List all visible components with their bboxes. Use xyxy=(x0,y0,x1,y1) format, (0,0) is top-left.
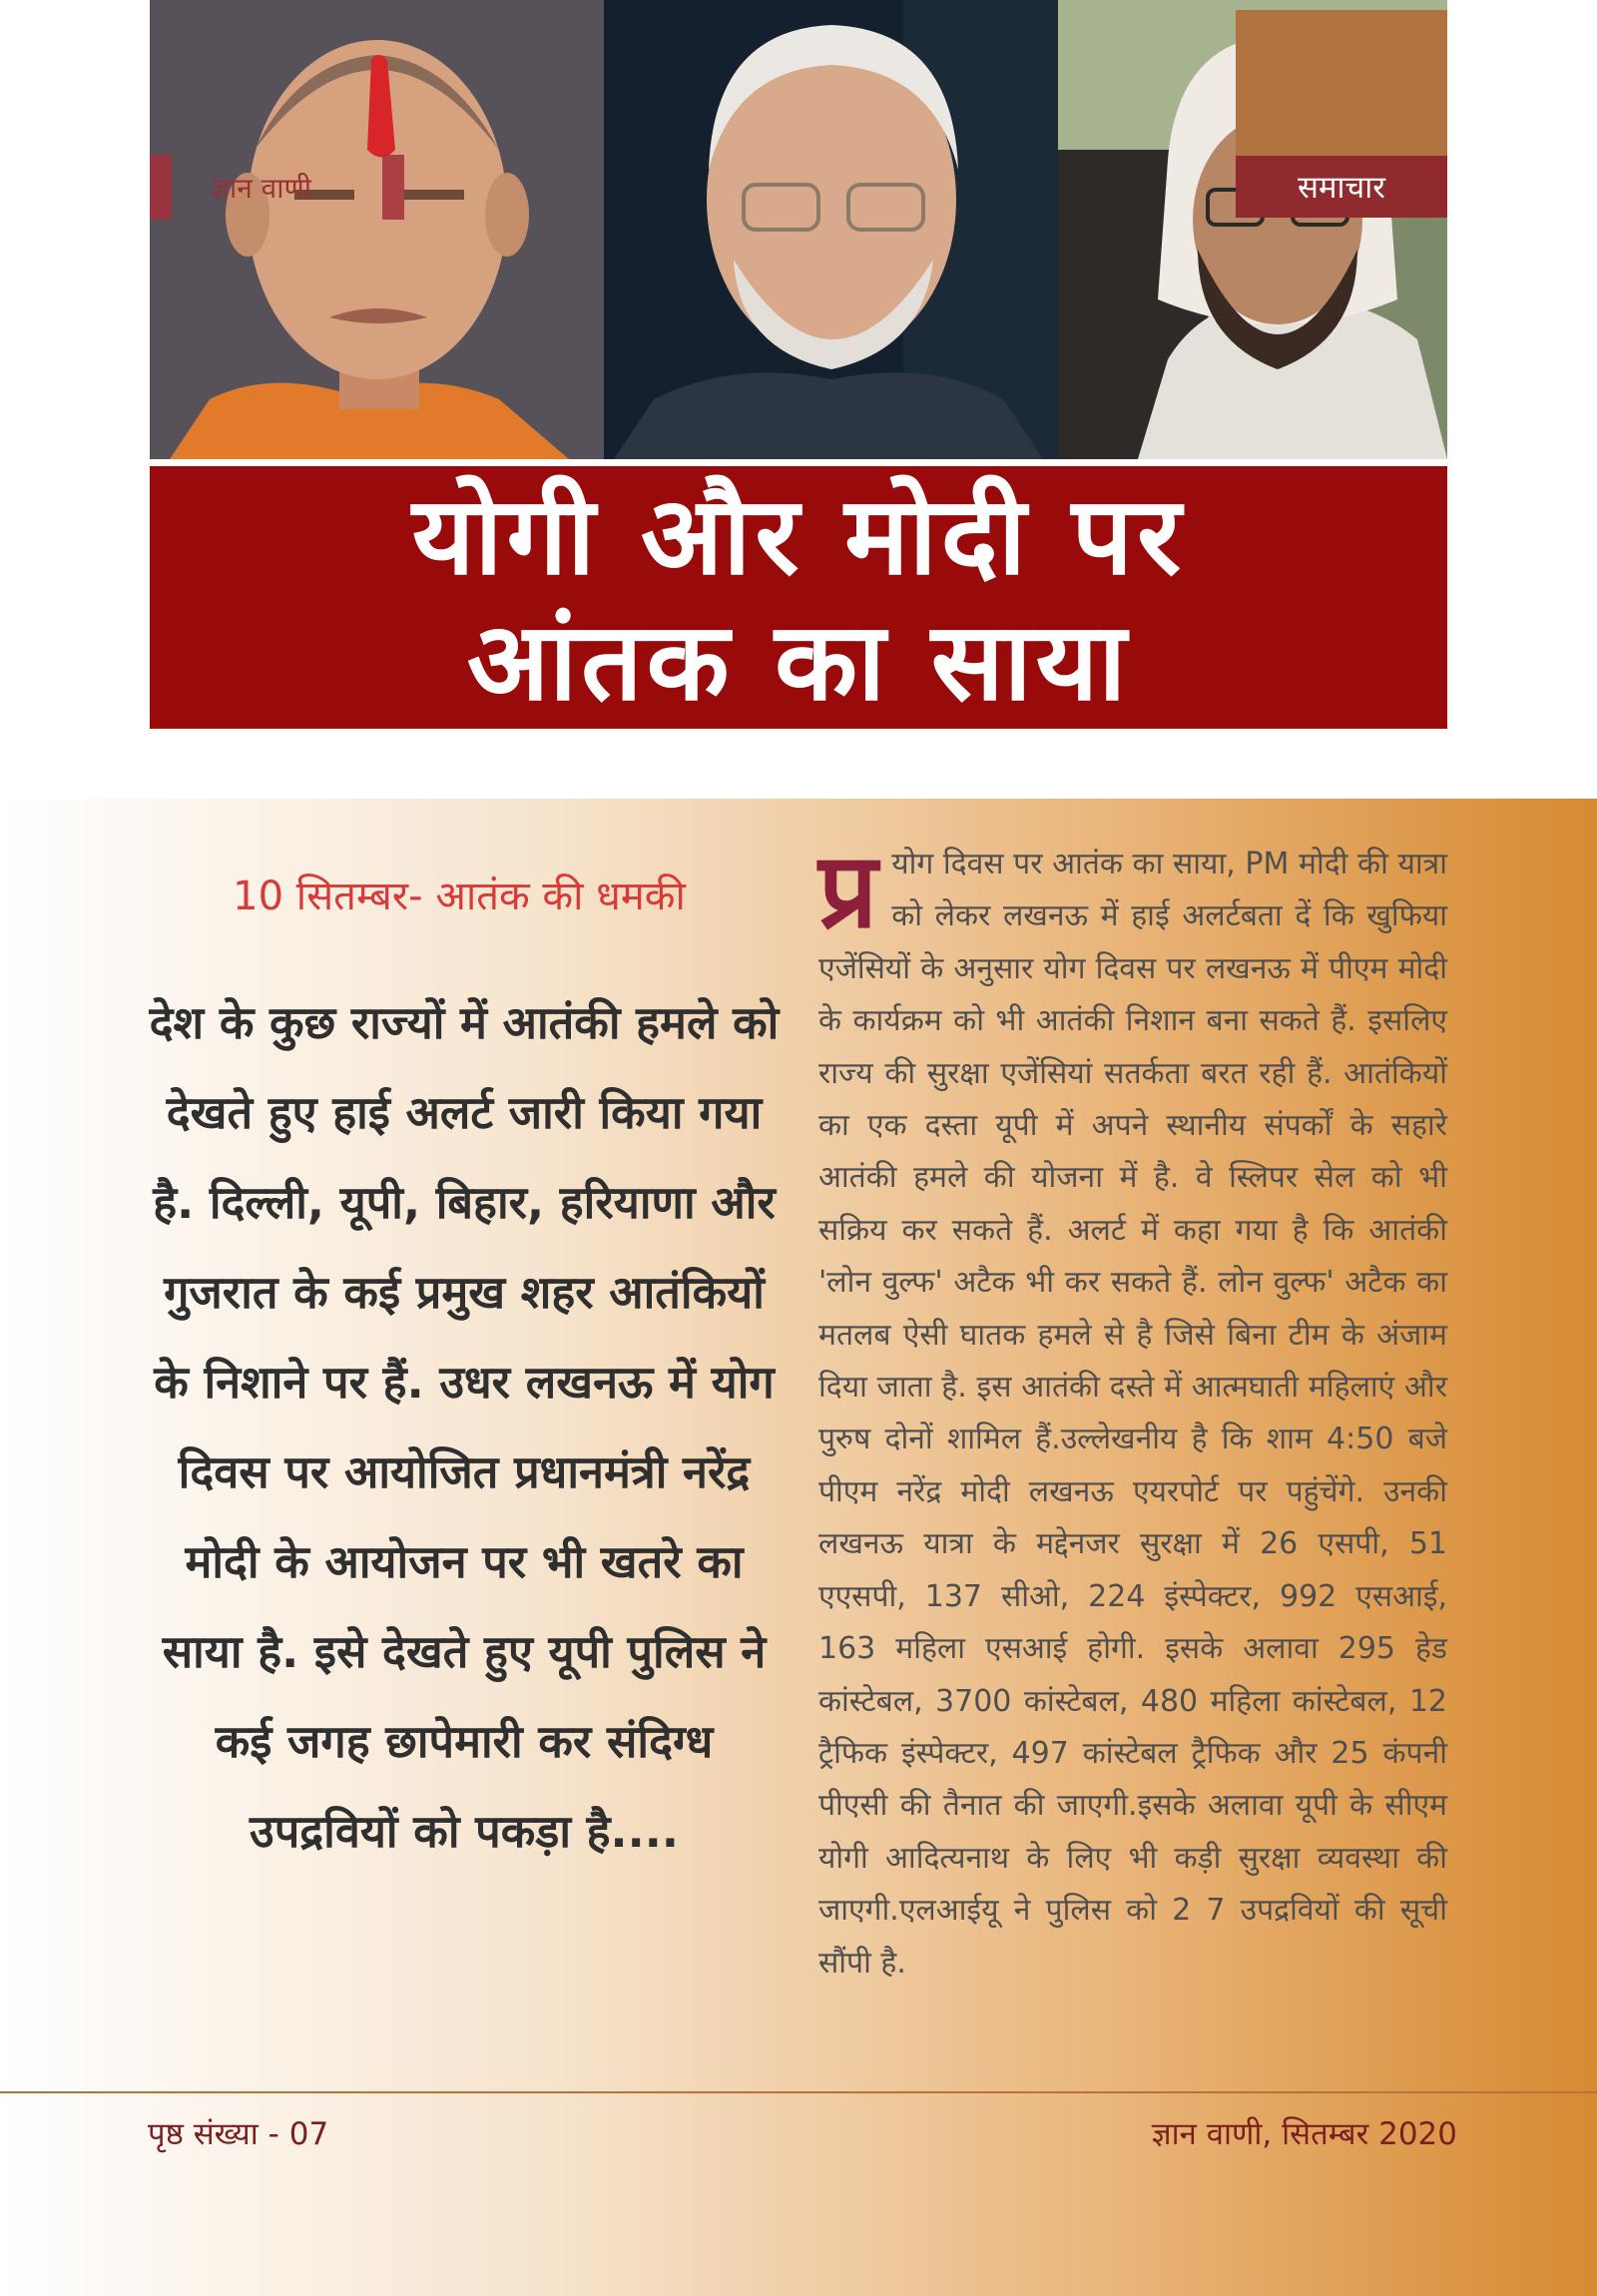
headline-line-1: योगी और मोदी पर xyxy=(411,474,1186,599)
article-body-text: योग दिवस पर आतंक का साया, PM मोदी की यात्रा को लेकर लखनऊ में हाई अलर्टबता दें कि खुफिया एजेंसियों के अनुसार योग दिवस पर लखनऊ में पीएम मोदी के कार्यक्रम को भी आतंकी निशान बना सकते हैं. इसलिए राज्य की सुरक्षा एजेंसियां सतर्कता बरत रही हैं. आतंकियों का एक दस्ता यूपी में अपने स्थानीय संपर्कों के सहारे आतंकी हमले की योजना में है. वे स्लिपर सेल को भी सक्रिय कर सकते हैं. अलर्ट में कहा गया है कि आतंकी 'लोन वुल्फ' अटैक भी कर सकते हैं. लोन वुल्फ' अटैक का मतलब ऐसी घातक हमले से है जिसे बिना टीम के अंजाम दिया जाता है. इस आतंकी दस्ते में आत्मघाती महिलाएं और पुरुष दोनों शामिल हैं.उल्लेखनीय है कि शाम 4:50 बजे पीएम नरेंद्र मोदी लखनऊ एयरपोर्ट पर पहुंचेंगे. उनकी लखनऊ यात्रा के मद्देनजर सुरक्षा में 26 एसपी, 51 एएसपी, 137 सीओ, 224 इंस्पेक्टर, 992 एसआई, 163 महिला एसआई होगी. इसके अलावा 295 हेड कांस्टेबल, 3700 कांस्टेबल, 480 महिला कांस्टेबल, 12 ट्रैफिक इंस्पेक्टर, 497 कांस्टेबल ट्रैफिक और 25 कंपनी पीएसी की तैनात की जाएगी.इसके अलावा यूपी के सीएम योगी आदित्यनाथ के लिए भी कड़ी सुरक्षा व्यवस्था की जाएगी.एलआईयू ने पुलिस को 2 7 उपद्रवियों की सूची सौंपी है. xyxy=(818,847,1447,1981)
brand-tag-text: ज्ञान वाणी xyxy=(212,171,311,205)
issue-info: ज्ञान वाणी, सितम्बर 2020 xyxy=(1151,2116,1457,2152)
footer-divider xyxy=(0,2091,1597,2093)
portrait-photo-center xyxy=(604,0,1058,459)
page-number: पृष्ठ संख्या - 07 xyxy=(148,2116,329,2152)
headline-line-2: आंतक का साया xyxy=(466,600,1131,725)
brand-tag-bar-right xyxy=(382,155,404,220)
lead-paragraph: देश के कुछ राज्यों में आतंकी हमले को देखते हुए हाई अलर्ट जारी किया गया है. दिल्ली, यूपी, बिहार, हरियाणा और गुजरात के कई प्रमुख शहर आतंकियों के निशाने पर हैं. उधर लखनऊ में योग दिवस पर आयोजित प्रधानमंत्री नरेंद्र मोदी के आयोजन पर भी खतरे का साया है. इसे देखते हुए यूपी पुलिस ने कई जगह छापेमारी कर संदिग्ध उपद्रवियों को पकड़ा है.... xyxy=(149,996,780,1858)
brand-tag-bar-left xyxy=(150,155,172,220)
magazine-brand-tag xyxy=(150,155,404,220)
article-subheading: 10 सितम्बर- आतंक की धमकी xyxy=(233,873,686,919)
headline-banner xyxy=(150,466,1447,729)
portrait-photo-left xyxy=(150,0,604,459)
drop-cap: प्र xyxy=(818,830,878,951)
article-body-column xyxy=(818,830,1447,1990)
category-label: समाचार xyxy=(1236,156,1447,218)
